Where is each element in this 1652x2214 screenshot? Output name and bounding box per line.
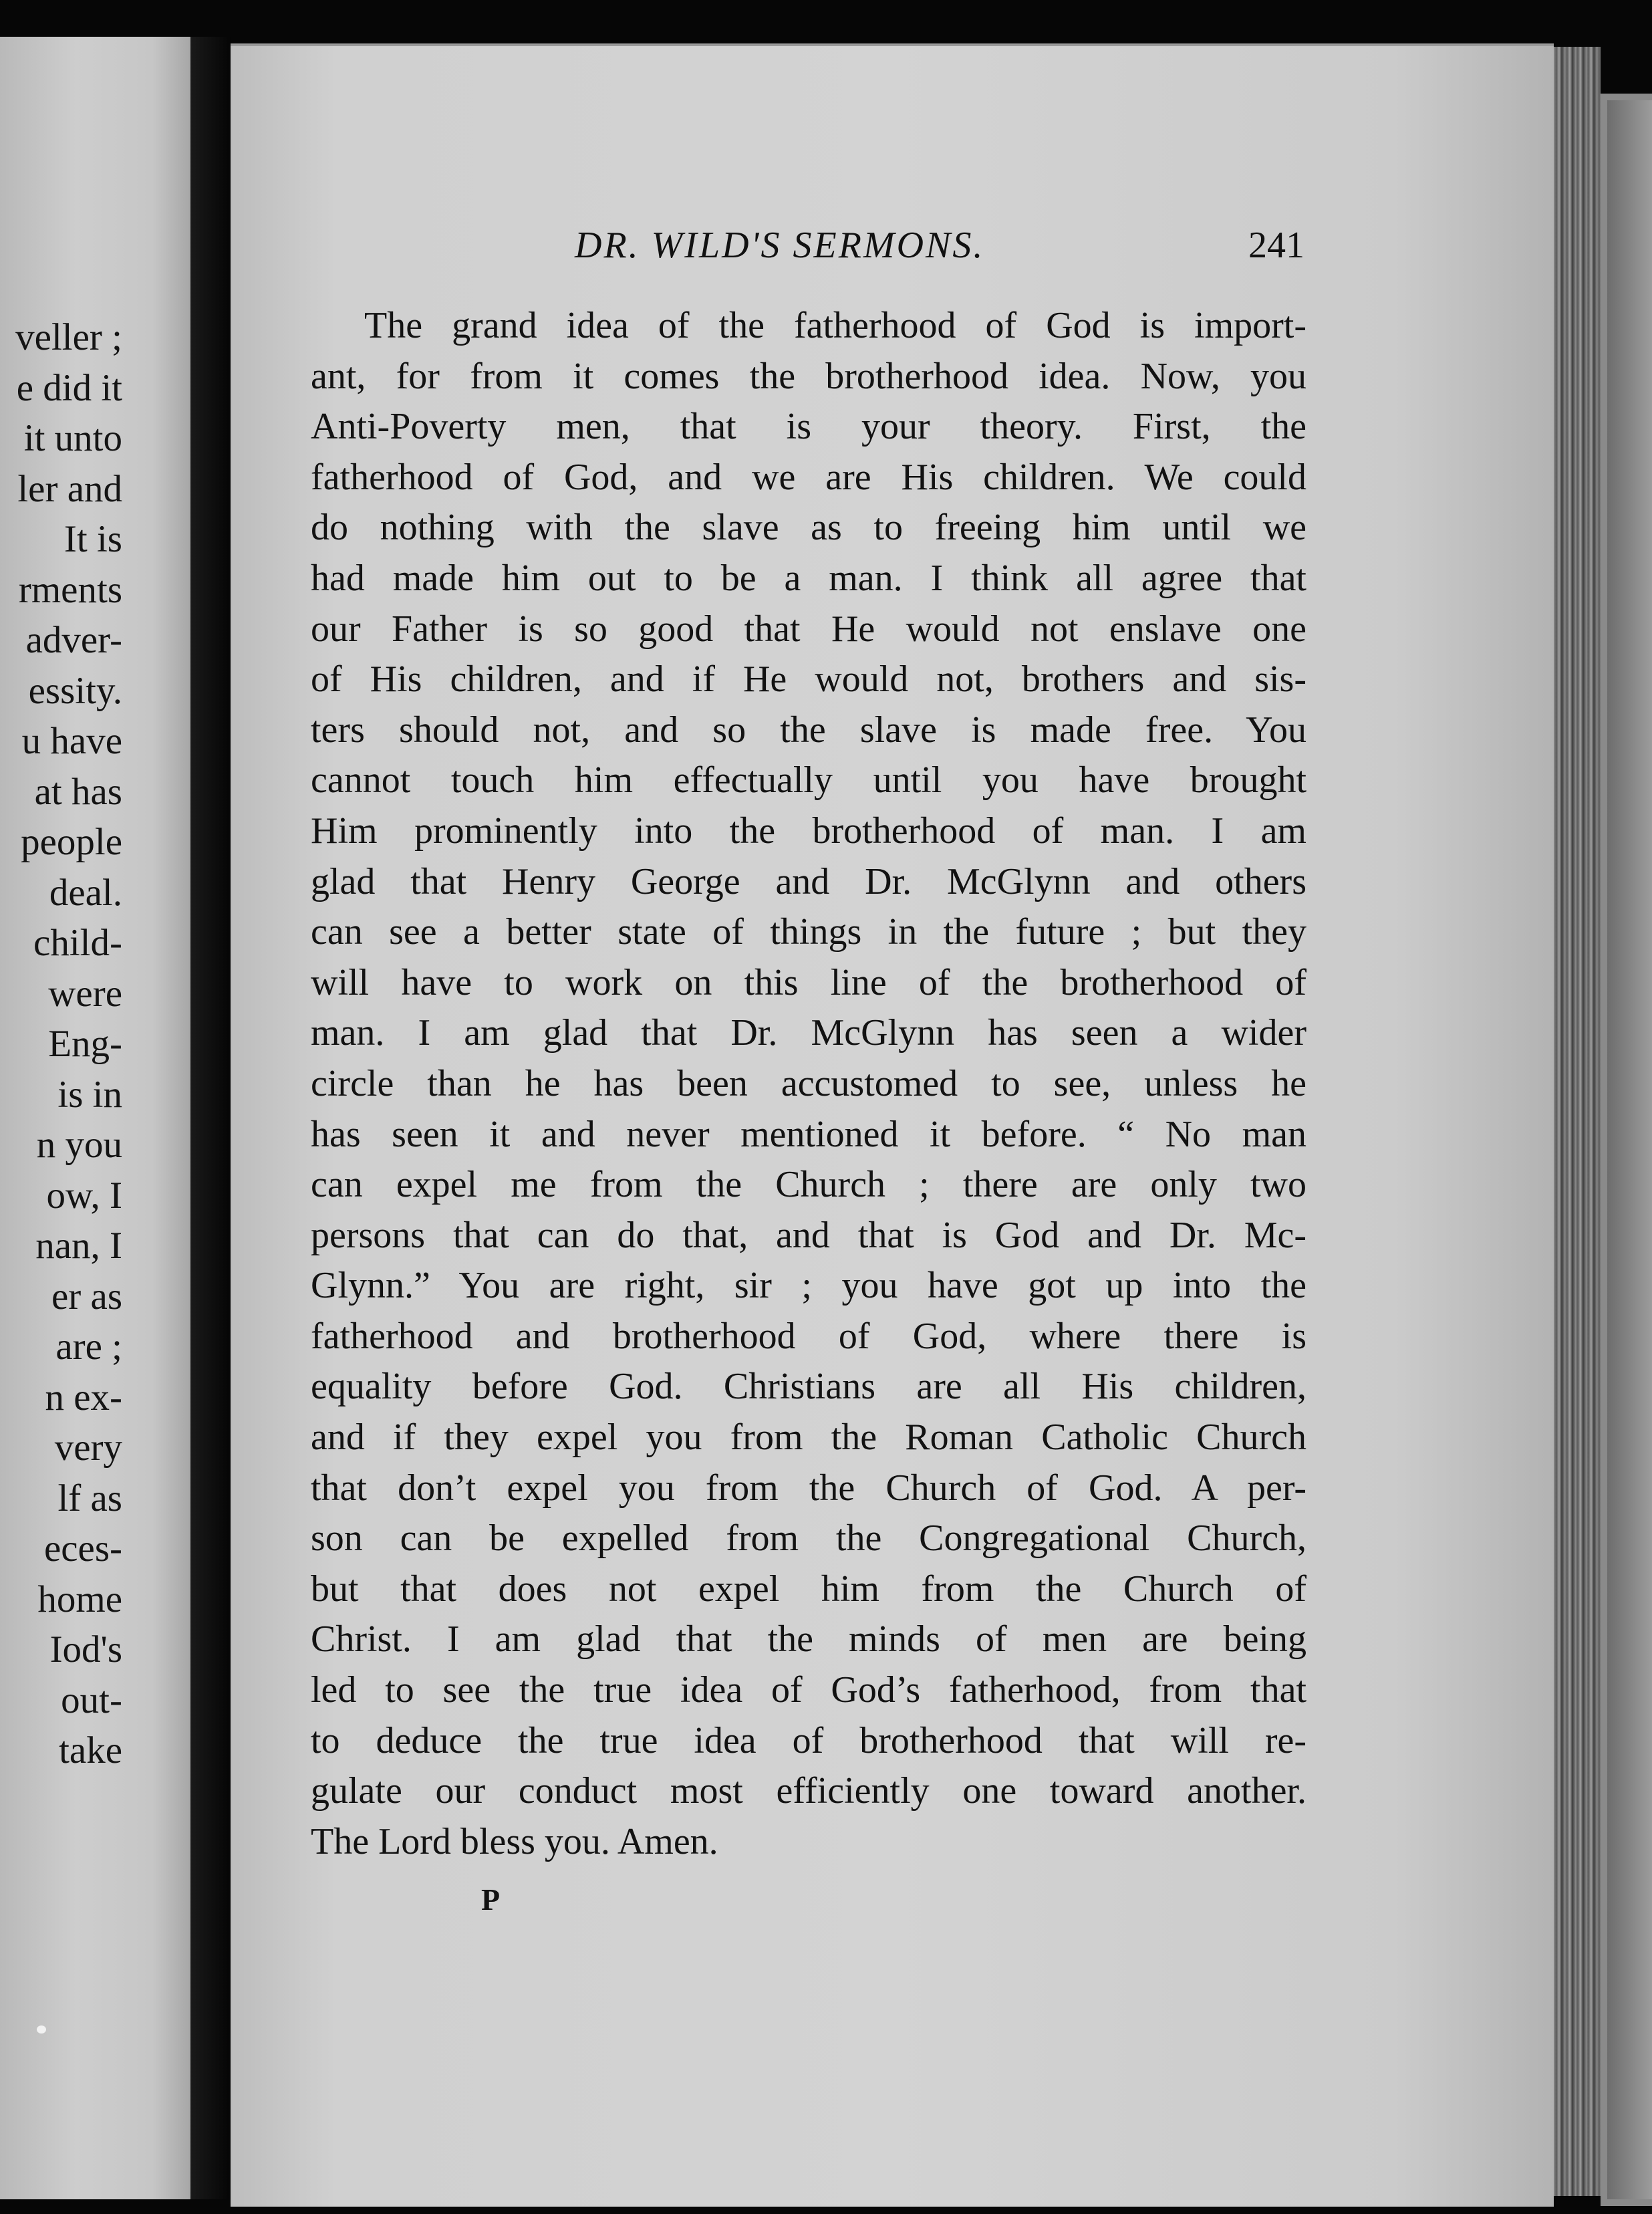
text-line: our Father is so good that He would not enslave one <box>311 608 1306 650</box>
left-page-line: are ; <box>55 1326 122 1368</box>
text-line: Anti-Poverty men, that is your theory. First, the <box>311 406 1306 448</box>
left-page-line: people <box>21 821 122 863</box>
signature-mark: P <box>481 1882 501 1917</box>
page-number: 241 <box>1248 225 1304 266</box>
left-page-line: adver- <box>25 619 122 661</box>
left-page-line: deal. <box>49 871 122 914</box>
left-page-text <box>15 312 122 1776</box>
left-page-line: were <box>48 972 122 1015</box>
text-line: ant, for from it comes the brotherhood idea. Now, you <box>311 355 1306 397</box>
left-page-line: rments <box>18 568 122 611</box>
text-line: fatherhood and brotherhood of God, where there is <box>311 1315 1306 1357</box>
text-line: persons that can do that, and that is God and Dr. Mc- <box>311 1214 1306 1256</box>
text-line: to deduce the true idea of brotherhood that will re- <box>311 1719 1306 1761</box>
text-line: glad that Henry George and Dr. McGlynn and others <box>311 860 1306 902</box>
text-line: The grand idea of the fatherhood of God is import- <box>364 305 1306 346</box>
left-page-line: ow, I <box>46 1174 122 1217</box>
page-stack-edge <box>1554 47 1601 2196</box>
text-line: has seen it and never mentioned it before. “ No man <box>311 1113 1306 1155</box>
left-page-line: is in <box>57 1073 122 1116</box>
text-line: fatherhood of God, and we are His children. We could <box>311 456 1306 498</box>
left-facing-page <box>0 37 190 2199</box>
text-line: man. I am glad that Dr. McGlynn has seen a wider <box>311 1012 1306 1054</box>
left-page-line: Eng- <box>48 1023 122 1065</box>
text-line: can expel me from the Church ; there are only two <box>311 1164 1306 1206</box>
left-page-line: essity. <box>28 669 122 712</box>
left-page-line: u have <box>21 720 122 762</box>
left-page-line: take <box>59 1729 122 1771</box>
text-line: do nothing with the slave as to freeing him until we <box>311 507 1306 549</box>
text-line: cannot touch him effectually until you have brought <box>311 759 1306 802</box>
text-line: can see a better state of things in the future ; but they <box>311 911 1306 953</box>
text-line: that don’t expel you from the Church of God. A per- <box>311 1467 1306 1509</box>
left-page-line: at has <box>34 770 122 813</box>
left-page-line: nan, I <box>35 1225 122 1267</box>
text-line: Christ. I am glad that the minds of men are being <box>311 1618 1306 1660</box>
left-page-line: Iod's <box>49 1628 122 1671</box>
sermon-text <box>311 301 1306 1867</box>
text-line: will have to work on this line of the brotherhood of <box>311 961 1306 1003</box>
text-line: gulate our conduct most efficiently one toward another. <box>311 1770 1306 1812</box>
left-page-line: It is <box>63 518 122 560</box>
text-line: and if they expel you from the Roman Catholic Church <box>311 1417 1306 1459</box>
book-cover-inner <box>1607 100 1652 2199</box>
left-page-line: n ex- <box>45 1376 122 1419</box>
book-gutter <box>190 37 231 2199</box>
left-page-line: veller ; <box>15 316 122 358</box>
text-line: Him prominently into the brotherhood of man. I am <box>311 810 1306 852</box>
left-page-line: lf as <box>57 1477 122 1519</box>
scan-speck <box>37 2025 46 2034</box>
left-page-line: out- <box>61 1679 122 1721</box>
left-page-line: er as <box>51 1275 122 1318</box>
text-line: circle than he has been accustomed to see, unless he <box>311 1062 1306 1104</box>
left-page-line: home <box>37 1578 122 1620</box>
text-line: Glynn.” You are right, sir ; you have got up into the <box>311 1265 1306 1307</box>
text-line: equality before God. Christians are all His children, <box>311 1366 1306 1408</box>
left-page-line: it unto <box>23 417 122 459</box>
text-line: had made him out to be a man. I think all agree that <box>311 557 1306 599</box>
text-line: of His children, and if He would not, brothers and sis- <box>311 658 1306 701</box>
left-page-line: e did it <box>16 366 122 409</box>
text-line: led to see the true idea of God’s fatherhood, from that <box>311 1669 1306 1711</box>
left-page-line: very <box>54 1427 122 1469</box>
left-page-line: eces- <box>43 1527 122 1570</box>
left-page-line: ler and <box>17 467 122 510</box>
text-line: The Lord bless you. Amen. <box>311 1820 718 1862</box>
text-line: ters should not, and so the slave is made free. You <box>311 709 1306 751</box>
running-title: DR. WILD'S SERMONS. <box>575 225 985 266</box>
text-line: son can be expelled from the Congregational Church, <box>311 1517 1306 1560</box>
text-line: but that does not expel him from the Church of <box>311 1568 1306 1610</box>
left-page-line: n you <box>36 1124 122 1166</box>
left-page-line: child- <box>33 922 122 964</box>
